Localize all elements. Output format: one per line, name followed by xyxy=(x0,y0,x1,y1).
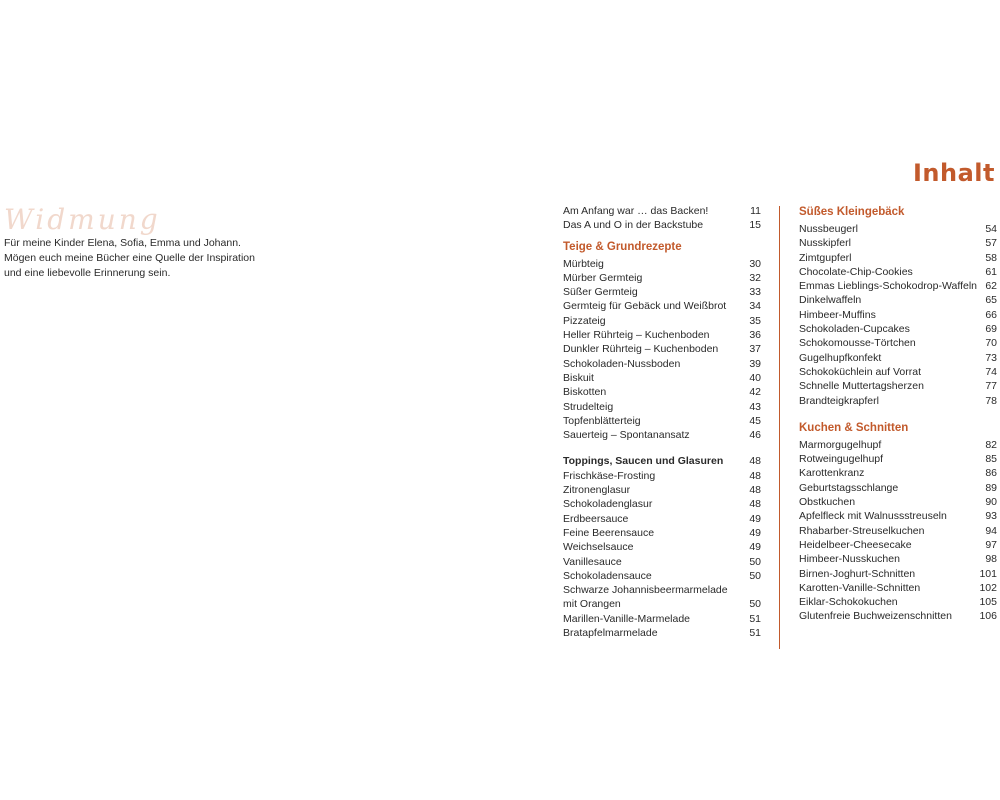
toc-entry xyxy=(799,336,997,350)
toc-entry-page: 102 xyxy=(979,581,997,594)
toc-entry xyxy=(799,538,997,552)
toc-column-right xyxy=(799,204,997,624)
toc-entry-page: 101 xyxy=(979,567,997,580)
toc-entry xyxy=(799,524,997,538)
toc-entry xyxy=(799,279,997,293)
toc-entry-label: Bratapfelmarmelade xyxy=(563,627,658,640)
toc-entry-page: 45 xyxy=(749,414,761,427)
toc-entry-page: 58 xyxy=(985,251,997,264)
toc-entry xyxy=(563,469,761,483)
toc-entry-page: 15 xyxy=(749,219,761,232)
toc-entry xyxy=(799,308,997,322)
toc-entry-label: Obstkuchen xyxy=(799,496,856,509)
toc-entry-page: 62 xyxy=(985,280,997,293)
toc-entry-page: 48 xyxy=(749,484,761,497)
toc-entry-page: 48 xyxy=(749,498,761,511)
toc-entry-page: 33 xyxy=(749,286,761,299)
toc-entry-page: 50 xyxy=(749,569,761,582)
toc-entry-page: 86 xyxy=(985,467,997,480)
toc-entry xyxy=(563,569,761,583)
toc-entry xyxy=(563,257,761,271)
toc-entry-page: 37 xyxy=(749,343,761,356)
toc-entry-label: Gugelhupfkonfekt xyxy=(799,351,882,364)
toc-entry xyxy=(563,428,761,442)
toc-entry-page: 35 xyxy=(749,314,761,327)
toc-entry xyxy=(799,365,997,379)
toc-entry xyxy=(799,552,997,566)
toc-entry xyxy=(563,218,761,232)
toc-entry-label: Glutenfreie Buchweizenschnitten xyxy=(799,610,952,623)
toc-entry-label: Schokoladenglasur xyxy=(563,498,653,511)
toc-entry-page: 106 xyxy=(979,610,997,623)
toc-entry xyxy=(563,626,761,640)
toc-entry-page: 94 xyxy=(985,524,997,537)
toc-entry-label: Schwarze Johannisbeermarmelade mit Orangen xyxy=(563,584,728,611)
toc-entry-page: 11 xyxy=(750,205,761,217)
toc-entry-label: Vanillesauce xyxy=(563,555,622,568)
toc-entry xyxy=(799,452,997,466)
toc-entry xyxy=(563,483,761,497)
toc-entry xyxy=(799,222,997,236)
toc-entry-label: Germteig für Gebäck und Weißbrot xyxy=(563,300,727,313)
toc-entry-page: 40 xyxy=(749,371,761,384)
toc-entry-page: 78 xyxy=(985,394,997,407)
toc-entry-label: Süßer Germteig xyxy=(563,286,638,299)
toc-entry-label: Geburtstagsschlange xyxy=(799,481,899,494)
toc-toppings-list xyxy=(563,469,761,641)
toc-entry-label: Schokoladen-Nussboden xyxy=(563,357,681,370)
toc-entry-label: Erdbeersauce xyxy=(563,512,629,525)
toc-entry-page: 82 xyxy=(985,438,997,451)
toc-entry xyxy=(799,251,997,265)
toc-entry-page: 49 xyxy=(749,512,761,525)
toc-entry-label: Heller Rührteig – Kuchenboden xyxy=(563,329,710,342)
toc-entry-label: Schokoladen-Cupcakes xyxy=(799,323,910,336)
toc-entry-label: Heidelbeer-Cheesecake xyxy=(799,538,912,551)
toc-entry-page: 48 xyxy=(749,469,761,482)
toc-entry xyxy=(563,299,761,313)
dedication-line: Mögen euch meine Bücher eine Quelle der Inspiration xyxy=(4,252,255,264)
toc-entry-label: Biskotten xyxy=(563,386,607,399)
dedication-text xyxy=(4,236,274,281)
toc-entry-page: 32 xyxy=(749,271,761,284)
toc-entry xyxy=(799,394,997,408)
toc-entry xyxy=(799,567,997,581)
toc-entry-page: 43 xyxy=(749,400,761,413)
toc-entry-page: 46 xyxy=(749,429,761,442)
toc-entry-label: Schnelle Muttertagsherzen xyxy=(799,380,924,393)
toc-entry-page: 42 xyxy=(749,386,761,399)
toc-entry-label: Mürbteig xyxy=(563,257,604,270)
toc-entry xyxy=(563,612,761,626)
toc-entry-label: Topfenblätterteig xyxy=(563,414,641,427)
toc-entry-label: Weichselsauce xyxy=(563,541,634,554)
toc-entry xyxy=(799,438,997,452)
toc-kleingebaeck-list xyxy=(799,222,997,408)
toc-entry-page: 70 xyxy=(985,337,997,350)
dedication-line: und eine liebevolle Erinnerung sein. xyxy=(4,267,171,279)
toc-entry xyxy=(563,285,761,299)
toc-entry-label: Dunkler Rührteig – Kuchenboden xyxy=(563,343,719,356)
toc-entry-page: 65 xyxy=(985,294,997,307)
toc-column-left xyxy=(563,204,761,640)
toc-entry-page: 36 xyxy=(749,329,761,342)
toc-entry xyxy=(799,609,997,623)
toc-entry xyxy=(563,357,761,371)
toc-entry-page: 69 xyxy=(985,323,997,336)
toc-entry-page: 89 xyxy=(985,481,997,494)
toc-entry xyxy=(563,328,761,342)
toc-entry xyxy=(799,322,997,336)
toc-entry xyxy=(563,271,761,285)
toc-entry xyxy=(799,265,997,279)
toc-entry-label: Rotweingugelhupf xyxy=(799,453,884,466)
toc-entry-page: 66 xyxy=(985,308,997,321)
toc-entry xyxy=(563,342,761,356)
toc-entry-label: Eiklar-Schokokuchen xyxy=(799,596,898,609)
toc-entry-page: 61 xyxy=(985,265,997,278)
toc-entry-label: Strudelteig xyxy=(563,400,614,413)
toc-entry-page: 73 xyxy=(985,351,997,364)
toc-entry xyxy=(563,540,761,554)
section-heading-toppings-page: 48 xyxy=(749,455,761,468)
toc-entry-label: Birnen-Joghurt-Schnitten xyxy=(799,567,916,580)
toc-entry-page: 85 xyxy=(985,453,997,466)
toc-entry-page: 30 xyxy=(749,257,761,270)
toc-entry-label: Himbeer-Nusskuchen xyxy=(799,553,900,566)
toc-entry-page: 93 xyxy=(985,510,997,523)
toc-entry-label: Frischkäse-Frosting xyxy=(563,469,656,482)
toc-entry xyxy=(563,204,761,218)
toc-entry-page: 39 xyxy=(749,357,761,370)
toc-entry-label: Apfelfleck mit Walnussstreuseln xyxy=(799,510,947,523)
dedication-line: Für meine Kinder Elena, Sofia, Emma und Johann. xyxy=(4,237,241,249)
toc-entry-label: Zitronenglasur xyxy=(563,484,631,497)
toc-entry-page: 98 xyxy=(985,553,997,566)
toc-entry-page: 54 xyxy=(985,223,997,235)
toc-entry-page: 34 xyxy=(749,300,761,313)
toc-entry xyxy=(799,509,997,523)
toc-entry-page: 50 xyxy=(749,598,761,611)
section-heading-kuchen: Kuchen & Schnitten xyxy=(799,421,909,434)
toc-entry-label: Biskuit xyxy=(563,371,594,384)
toc-entry-label: Pizzateig xyxy=(563,314,606,327)
toc-entry-label: Dinkelwaffeln xyxy=(799,294,862,307)
toc-entry xyxy=(799,351,997,365)
toc-entry-label: Emmas Lieblings-Schokodrop-Waffeln xyxy=(799,280,977,293)
toc-entry xyxy=(563,414,761,428)
toc-entry-label: Mürber Germteig xyxy=(563,271,643,284)
toc-entry-label: Nusskipferl xyxy=(799,237,851,250)
toc-entry-label: Brandteigkrapferl xyxy=(799,394,879,407)
toc-entry xyxy=(799,581,997,595)
toc-entry-label: Marillen-Vanille-Marmelade xyxy=(563,612,691,625)
toc-entry-label: Chocolate-Chip-Cookies xyxy=(799,265,913,278)
toc-entry xyxy=(799,293,997,307)
toc-entry-label: Das A und O in der Backstube xyxy=(563,219,704,232)
toc-entry-label: Feine Beerensauce xyxy=(563,526,655,539)
toc-entry xyxy=(563,385,761,399)
toc-entry-label: Himbeer-Muffins xyxy=(799,308,876,321)
toc-entry-label: Schokomousse-Törtchen xyxy=(799,337,916,350)
section-heading-teige: Teige & Grundrezepte xyxy=(563,240,682,253)
toc-entry-label: Marmorgugelhupf xyxy=(799,438,882,451)
toc-entry xyxy=(563,555,761,569)
toc-entry xyxy=(799,481,997,495)
toc-entry-label: Nussbeugerl xyxy=(799,223,858,235)
toc-entry-label: Karottenkranz xyxy=(799,467,865,480)
toc-entry-label: Rhabarber-Streuselkuchen xyxy=(799,524,925,537)
toc-entry-label: Zimtgupferl xyxy=(799,251,852,264)
toc-entry xyxy=(563,314,761,328)
toc-entry xyxy=(563,512,761,526)
toc-entry xyxy=(799,466,997,480)
dedication-script-word: Widmung xyxy=(4,203,161,236)
toc-entry-page: 51 xyxy=(749,612,761,625)
toc-entry xyxy=(563,526,761,540)
toc-entry-page: 77 xyxy=(985,380,997,393)
toc-entry-page: 51 xyxy=(749,627,761,640)
toc-entry-page: 57 xyxy=(985,237,997,250)
toc-entry xyxy=(799,379,997,393)
toc-entry-label: Sauerteig – Spontanansatz xyxy=(563,429,690,442)
toc-entry-page: 49 xyxy=(749,526,761,539)
toc-entry xyxy=(563,371,761,385)
toc-entry xyxy=(563,497,761,511)
toc-entry-label: Schokoladensauce xyxy=(563,569,652,582)
toc-entry-page: 74 xyxy=(985,365,997,378)
toc-intro-list xyxy=(563,204,761,233)
toc-entry-label: Schokoküchlein auf Vorrat xyxy=(799,365,921,378)
column-divider xyxy=(779,206,780,649)
toc-entry xyxy=(799,595,997,609)
toc-entry xyxy=(563,583,761,612)
toc-entry-page: 97 xyxy=(985,538,997,551)
toc-entry-page: 50 xyxy=(749,555,761,568)
section-heading-kleingebaeck: Süßes Kleingebäck xyxy=(799,206,905,218)
toc-entry-page: 49 xyxy=(749,541,761,554)
section-heading-toppings xyxy=(563,454,761,468)
toc-entry xyxy=(563,400,761,414)
page-title: Inhalt xyxy=(913,159,995,188)
section-heading-toppings-label: Toppings, Saucen und Glasuren xyxy=(563,455,724,468)
toc-entry-page: 90 xyxy=(985,496,997,509)
toc-teige-list xyxy=(563,257,761,443)
toc-entry xyxy=(799,495,997,509)
toc-entry xyxy=(799,236,997,250)
toc-kuchen-list xyxy=(799,438,997,624)
toc-entry-page: 105 xyxy=(979,596,997,609)
toc-entry-label: Am Anfang war … das Backen! xyxy=(563,205,709,217)
toc-entry-label: Karotten-Vanille-Schnitten xyxy=(799,581,921,594)
